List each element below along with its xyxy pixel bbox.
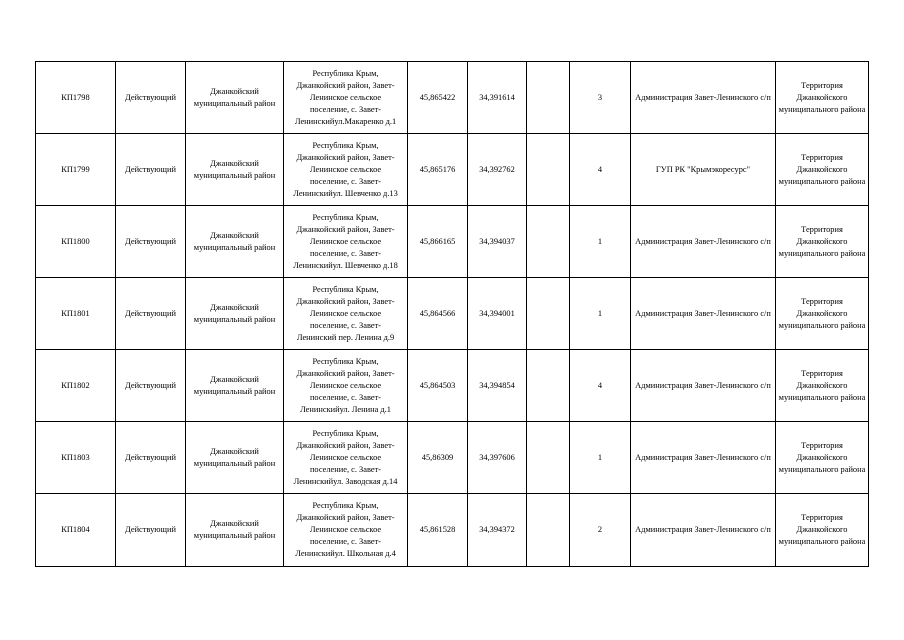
latitude-cell: 45,864503 [408,350,468,422]
address-cell: Республика Крым, Джанкойский район, Завет- Ленинское сельское поселение, с. Завет- Ленинский пер. Ленина д.9 [284,278,408,350]
owner-cell: Администрация Завет-Ленинского с/п [631,350,776,422]
empty-cell [527,494,570,567]
container-count-cell: 3 [570,62,631,134]
table-row [36,134,869,206]
container-sites-table [35,61,869,567]
longitude-cell: 34,394372 [468,494,527,567]
owner-cell: Администрация Завет-Ленинского с/п [631,206,776,278]
empty-cell [527,278,570,350]
longitude-cell: 34,394001 [468,278,527,350]
district-cell: Джанкойский муниципальный район [186,206,284,278]
territory-cell: Территория Джанкойского муниципального района [776,350,869,422]
site-code-cell: КП1804 [36,494,116,567]
owner-cell: ГУП РК "Крымэкоресурс" [631,134,776,206]
site-code-cell: КП1801 [36,278,116,350]
owner-cell: Администрация Завет-Ленинского с/п [631,494,776,567]
district-cell: Джанкойский муниципальный район [186,62,284,134]
address-cell: Республика Крым, Джанкойский район, Завет- Ленинское сельское поселение, с. Завет- Ленинскийул. Заводская д.14 [284,422,408,494]
territory-cell: Территория Джанкойского муниципального района [776,494,869,567]
territory-cell: Территория Джанкойского муниципального района [776,278,869,350]
status-cell: Действующий [116,422,186,494]
address-cell: Республика Крым, Джанкойский район, Завет- Ленинское сельское поселение, с. Завет- Ленинскийул. Шевченко д.13 [284,134,408,206]
owner-cell: Администрация Завет-Ленинского с/п [631,278,776,350]
empty-cell [527,206,570,278]
owner-cell: Администрация Завет-Ленинского с/п [631,62,776,134]
latitude-cell: 45,86309 [408,422,468,494]
container-count-cell: 4 [570,350,631,422]
longitude-cell: 34,394037 [468,206,527,278]
status-cell: Действующий [116,278,186,350]
longitude-cell: 34,392762 [468,134,527,206]
address-cell: Республика Крым, Джанкойский район, Завет- Ленинское сельское поселение, с. Завет- Ленинскийул. Школьная д.4 [284,494,408,567]
table-row [36,350,869,422]
territory-cell: Территория Джанкойского муниципального района [776,134,869,206]
container-count-cell: 4 [570,134,631,206]
latitude-cell: 45,864566 [408,278,468,350]
latitude-cell: 45,861528 [408,494,468,567]
district-cell: Джанкойский муниципальный район [186,494,284,567]
longitude-cell: 34,391614 [468,62,527,134]
district-cell: Джанкойский муниципальный район [186,278,284,350]
table-row [36,62,869,134]
latitude-cell: 45,865422 [408,62,468,134]
site-code-cell: КП1798 [36,62,116,134]
latitude-cell: 45,865176 [408,134,468,206]
address-cell: Республика Крым, Джанкойский район, Завет- Ленинское сельское поселение, с. Завет- Ленинскийул.Макаренко д.1 [284,62,408,134]
site-code-cell: КП1802 [36,350,116,422]
table-row [36,494,869,567]
site-code-cell: КП1799 [36,134,116,206]
address-cell: Республика Крым, Джанкойский район, Завет- Ленинское сельское поселение, с. Завет- Ленинскийул. Ленина д.1 [284,350,408,422]
status-cell: Действующий [116,134,186,206]
table-row [36,206,869,278]
address-cell: Республика Крым, Джанкойский район, Завет- Ленинское сельское поселение, с. Завет- Ленинскийул. Шевченко д.18 [284,206,408,278]
site-code-cell: КП1803 [36,422,116,494]
table-row [36,278,869,350]
table-row [36,422,869,494]
status-cell: Действующий [116,62,186,134]
territory-cell: Территория Джанкойского муниципального района [776,206,869,278]
status-cell: Действующий [116,350,186,422]
empty-cell [527,134,570,206]
status-cell: Действующий [116,494,186,567]
container-count-cell: 1 [570,278,631,350]
container-count-cell: 1 [570,422,631,494]
territory-cell: Территория Джанкойского муниципального района [776,422,869,494]
longitude-cell: 34,397606 [468,422,527,494]
district-cell: Джанкойский муниципальный район [186,422,284,494]
latitude-cell: 45,866165 [408,206,468,278]
district-cell: Джанкойский муниципальный район [186,134,284,206]
container-count-cell: 1 [570,206,631,278]
empty-cell [527,422,570,494]
owner-cell: Администрация Завет-Ленинского с/п [631,422,776,494]
container-count-cell: 2 [570,494,631,567]
empty-cell [527,350,570,422]
site-code-cell: КП1800 [36,206,116,278]
district-cell: Джанкойский муниципальный район [186,350,284,422]
empty-cell [527,62,570,134]
status-cell: Действующий [116,206,186,278]
territory-cell: Территория Джанкойского муниципального района [776,62,869,134]
longitude-cell: 34,394854 [468,350,527,422]
